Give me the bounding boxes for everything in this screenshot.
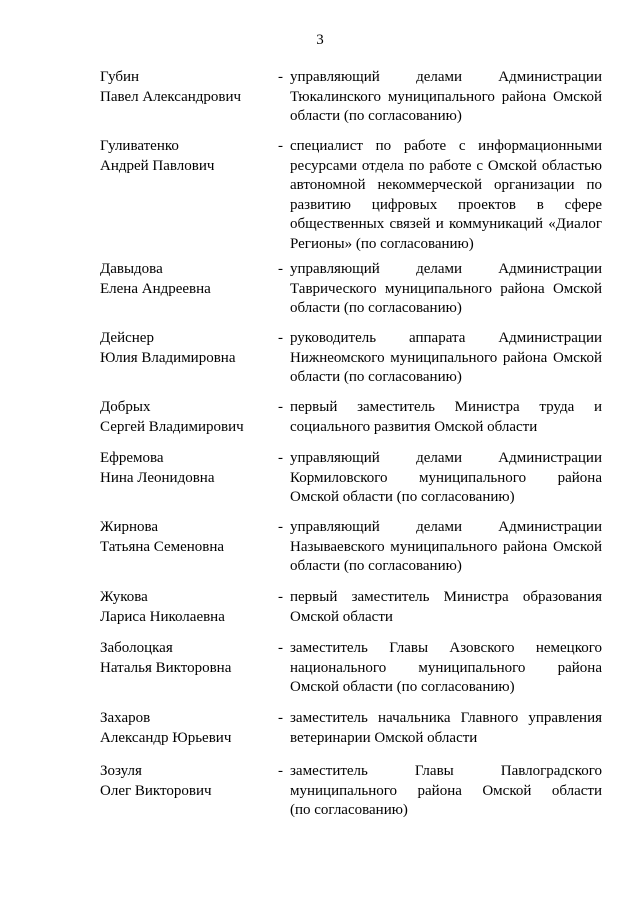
person-given-names: Юлия Владимировна: [100, 349, 236, 366]
person-name: [100, 639, 275, 678]
position-line: Омской области (по согласованию): [290, 679, 515, 695]
separator-dash: -: [278, 589, 283, 605]
person-given-names: Елена Андреевна: [100, 280, 211, 297]
position-description: [290, 588, 602, 627]
separator-dash: -: [278, 69, 283, 85]
position-line: области (по согласованию): [290, 300, 462, 316]
separator-dash: -: [278, 710, 283, 726]
position-line: развитию цифровых проектов в сфере: [290, 196, 602, 213]
position-line: управляющий делами Администрации: [290, 261, 602, 277]
position-line: общественных связей и коммуникаций «Диалог: [290, 216, 602, 232]
position-line: управляющий делами Администрации: [290, 450, 602, 466]
position-description: [290, 709, 602, 748]
person-given-names: Александр Юрьевич: [100, 729, 232, 746]
person-name: [100, 709, 275, 748]
person-name: [100, 329, 275, 368]
position-line: автономной некоммерческой организации по: [290, 177, 602, 193]
position-line: области (по согласованию): [290, 108, 462, 124]
person-name: [100, 449, 275, 488]
separator-dash: -: [278, 399, 283, 415]
person-surname: Давыдова: [100, 261, 163, 277]
position-line: ветеринарии Омской области: [290, 729, 478, 746]
position-line: области (по согласованию): [290, 558, 462, 574]
position-line: Кормиловского муниципального района: [290, 469, 602, 486]
person-given-names: Сергей Владимирович: [100, 418, 244, 435]
separator-dash: -: [278, 640, 283, 656]
person-name: [100, 260, 275, 299]
position-description: [290, 68, 602, 127]
person-surname: Ефремова: [100, 450, 164, 466]
position-line: Регионы» (по согласованию): [290, 235, 474, 252]
person-given-names: Павел Александрович: [100, 88, 242, 105]
position-description: [290, 137, 602, 254]
position-line: заместитель начальника Главного управления: [290, 710, 602, 726]
position-line: управляющий делами Администрации: [290, 519, 602, 535]
position-line: Таврического муниципального района Омской: [290, 280, 602, 297]
person-surname: Жирнова: [100, 519, 159, 535]
person-given-names: Наталья Викторовна: [100, 659, 232, 676]
position-line: (по согласованию): [290, 802, 408, 818]
position-description: [290, 260, 602, 319]
person-name: [100, 588, 275, 627]
position-line: Омской области (по согласованию): [290, 489, 515, 505]
person-name: [100, 137, 275, 176]
person-given-names: Лариса Николаевна: [100, 608, 225, 625]
position-line: специалист по работе с информационными: [290, 138, 602, 154]
person-surname: Гуливатенко: [100, 138, 179, 154]
position-line: руководитель аппарата Администрации: [290, 330, 602, 346]
person-surname: Жукова: [100, 589, 148, 605]
position-line: первый заместитель Министра труда и: [290, 399, 602, 415]
position-line: Тюкалинского муниципального района Омской: [290, 88, 602, 105]
position-line: управляющий делами Администрации: [290, 69, 602, 85]
person-name: [100, 762, 275, 801]
position-description: [290, 329, 602, 388]
person-surname: Зозуля: [100, 763, 142, 779]
position-line: Называевского муниципального района Омской: [290, 538, 602, 555]
person-given-names: Татьяна Семеновна: [100, 538, 225, 555]
position-description: [290, 518, 602, 577]
position-line: области (по согласованию): [290, 369, 462, 385]
person-given-names: Андрей Павлович: [100, 157, 215, 174]
position-line: Нижнеомского муниципального района Омской: [290, 349, 602, 366]
position-line: ресурсами отдела по работе с Омской областью: [290, 157, 602, 174]
person-given-names: Нина Леонидовна: [100, 469, 215, 486]
person-surname: Губин: [100, 69, 140, 85]
position-description: [290, 449, 602, 508]
person-name: [100, 398, 275, 437]
person-name: [100, 68, 275, 107]
separator-dash: -: [278, 138, 283, 154]
person-surname: Заболоцкая: [100, 640, 173, 656]
person-given-names: Олег Викторович: [100, 782, 212, 799]
separator-dash: -: [278, 330, 283, 346]
separator-dash: -: [278, 261, 283, 277]
person-surname: Захаров: [100, 710, 151, 726]
separator-dash: -: [278, 519, 283, 535]
person-surname: Дейснер: [100, 330, 154, 346]
position-line: муниципального района Омской области: [290, 782, 602, 799]
position-line: заместитель Главы Павлоградского: [290, 763, 602, 779]
position-line: национального муниципального района: [290, 659, 602, 676]
person-name: [100, 518, 275, 557]
position-description: [290, 639, 602, 698]
position-line: социального развития Омской области: [290, 418, 538, 435]
person-surname: Добрых: [100, 399, 151, 415]
position-description: [290, 762, 602, 821]
separator-dash: -: [278, 450, 283, 466]
page-number: 3: [316, 32, 324, 48]
position-description: [290, 398, 602, 437]
separator-dash: -: [278, 763, 283, 779]
position-line: первый заместитель Министра образования: [290, 589, 602, 605]
position-line: заместитель Главы Азовского немецкого: [290, 640, 602, 656]
position-line: Омской области: [290, 608, 393, 625]
